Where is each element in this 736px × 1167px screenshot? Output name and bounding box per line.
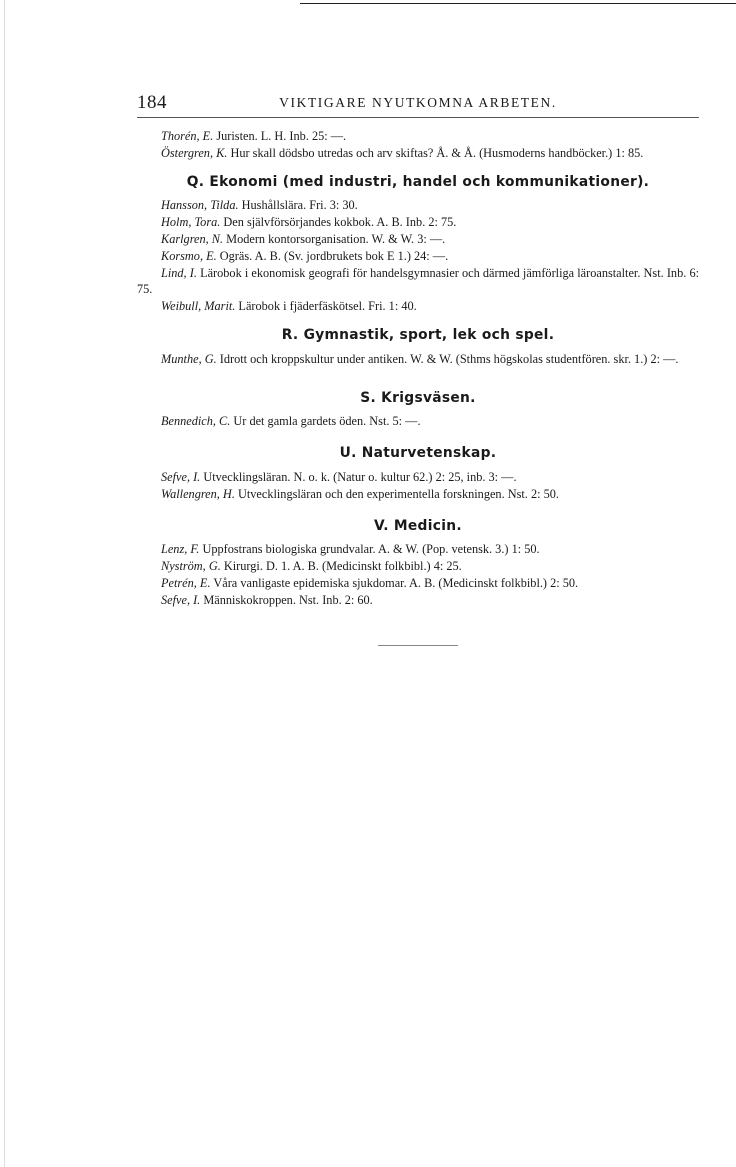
entry-text: Hur skall dödsbo utredas och arv skiftas? Å. & Å. (Husmoderns handböcker.) 1: 85.	[227, 145, 644, 160]
entry-author: Lind, I.	[161, 265, 197, 280]
section-heading-science: U. Naturvetenskap.	[339, 445, 497, 462]
list-item	[137, 145, 699, 162]
entry-text: Ur det gamla gardets öden. Nst. 5: —.	[230, 414, 421, 429]
page-header	[137, 92, 699, 114]
end-rule	[378, 645, 458, 646]
entry-text: Våra vanligaste epidemiska sjukdomar. A. B. (Medicinskt folkbibl.) 2: 50.	[210, 575, 579, 590]
list-item	[137, 197, 699, 214]
entry-text: Utvecklingsläran och den experimentella forskningen. Nst. 2: 50.	[234, 486, 559, 501]
entry-text: Lärobok i ekonomisk geografi för handelsgymnasier och därmed jämförliga läroanstalter. Nst. Inb. 6: 75.	[137, 265, 700, 297]
list-item	[137, 298, 699, 315]
section-heading-military: S. Krigsväsen.	[360, 389, 476, 406]
entry-author: Munthe, G.	[161, 351, 217, 366]
entry-text: Utvecklingsläran. N. o. k. (Natur o. kultur 62.) 2: 25, inb. 3: —.	[200, 469, 517, 484]
section-heading-medicine: V. Medicin.	[374, 517, 462, 534]
bibliography-content	[137, 128, 699, 646]
entry-text: Idrott och kroppskultur under antiken. W. & W. (Sthms högskolas studentfören. skr. 1.) 2: —.	[216, 351, 679, 366]
list-item	[137, 128, 699, 145]
list-item	[137, 248, 699, 265]
list-item	[137, 575, 699, 592]
list-item	[137, 214, 699, 231]
section-heading-economy: Q. Ekonomi (med industri, handel och kommunikationer).	[186, 173, 650, 190]
list-item	[137, 413, 699, 430]
entry-author: Östergren, K.	[161, 145, 228, 160]
list-item	[137, 265, 699, 299]
list-item	[137, 541, 699, 558]
entry-author: Sefve, I.	[161, 592, 201, 607]
list-item	[137, 486, 699, 503]
entry-text: Uppfostrans biologiska grundvalar. A. & W. (Pop. vetensk. 3.) 1: 50.	[199, 542, 540, 557]
entry-text: Hushållslära. Fri. 3: 30.	[238, 198, 358, 213]
entry-text: Kirurgi. D. 1. A. B. (Medicinskt folkbibl.) 4: 25.	[220, 559, 462, 574]
entry-text: Människokroppen. Nst. Inb. 2: 60.	[200, 592, 373, 607]
entry-author: Petrén, E.	[161, 575, 211, 590]
entry-author: Sefve, I.	[161, 469, 201, 484]
header-rule	[137, 117, 699, 118]
section-heading-sport: R. Gymnastik, sport, lek och spel.	[281, 326, 555, 343]
page-number: 184	[137, 92, 167, 113]
entry-author: Thorén, E.	[161, 129, 214, 143]
top-border-line	[300, 3, 736, 4]
entry-text: Ogräs. A. B. (Sv. jordbrukets bok E 1.) 24: —.	[216, 248, 449, 263]
entry-author: Weibull, Marit.	[161, 299, 236, 314]
list-item	[137, 231, 699, 248]
entry-author: Karlgren, N.	[161, 231, 224, 246]
entry-author: Holm, Tora.	[161, 215, 221, 230]
entry-author: Hansson, Tilda.	[161, 198, 239, 213]
entry-text: Modern kontorsorganisation. W. & W. 3: —.	[223, 231, 446, 246]
entry-text: Juristen. L. H. Inb. 25: —.	[213, 129, 347, 143]
entry-author: Bennedich, C.	[161, 414, 231, 429]
page-edge-line	[4, 0, 5, 1167]
list-item	[137, 469, 699, 486]
list-item	[137, 351, 699, 368]
entry-author: Wallengren, H.	[161, 486, 235, 501]
entry-author: Lenz, F.	[161, 542, 200, 557]
entry-author: Korsmo, E.	[161, 248, 217, 263]
list-item	[137, 592, 699, 609]
entry-text: Den självförsörjandes kokbok. A. B. Inb. 2: 75.	[220, 215, 457, 230]
entry-author: Nyström, G.	[161, 559, 221, 574]
list-item	[137, 558, 699, 575]
running-title: VIKTIGARE NYUTKOMNA ARBETEN.	[279, 95, 557, 110]
entry-text: Lärobok i fjäderfäskötsel. Fri. 1: 40.	[235, 299, 417, 314]
